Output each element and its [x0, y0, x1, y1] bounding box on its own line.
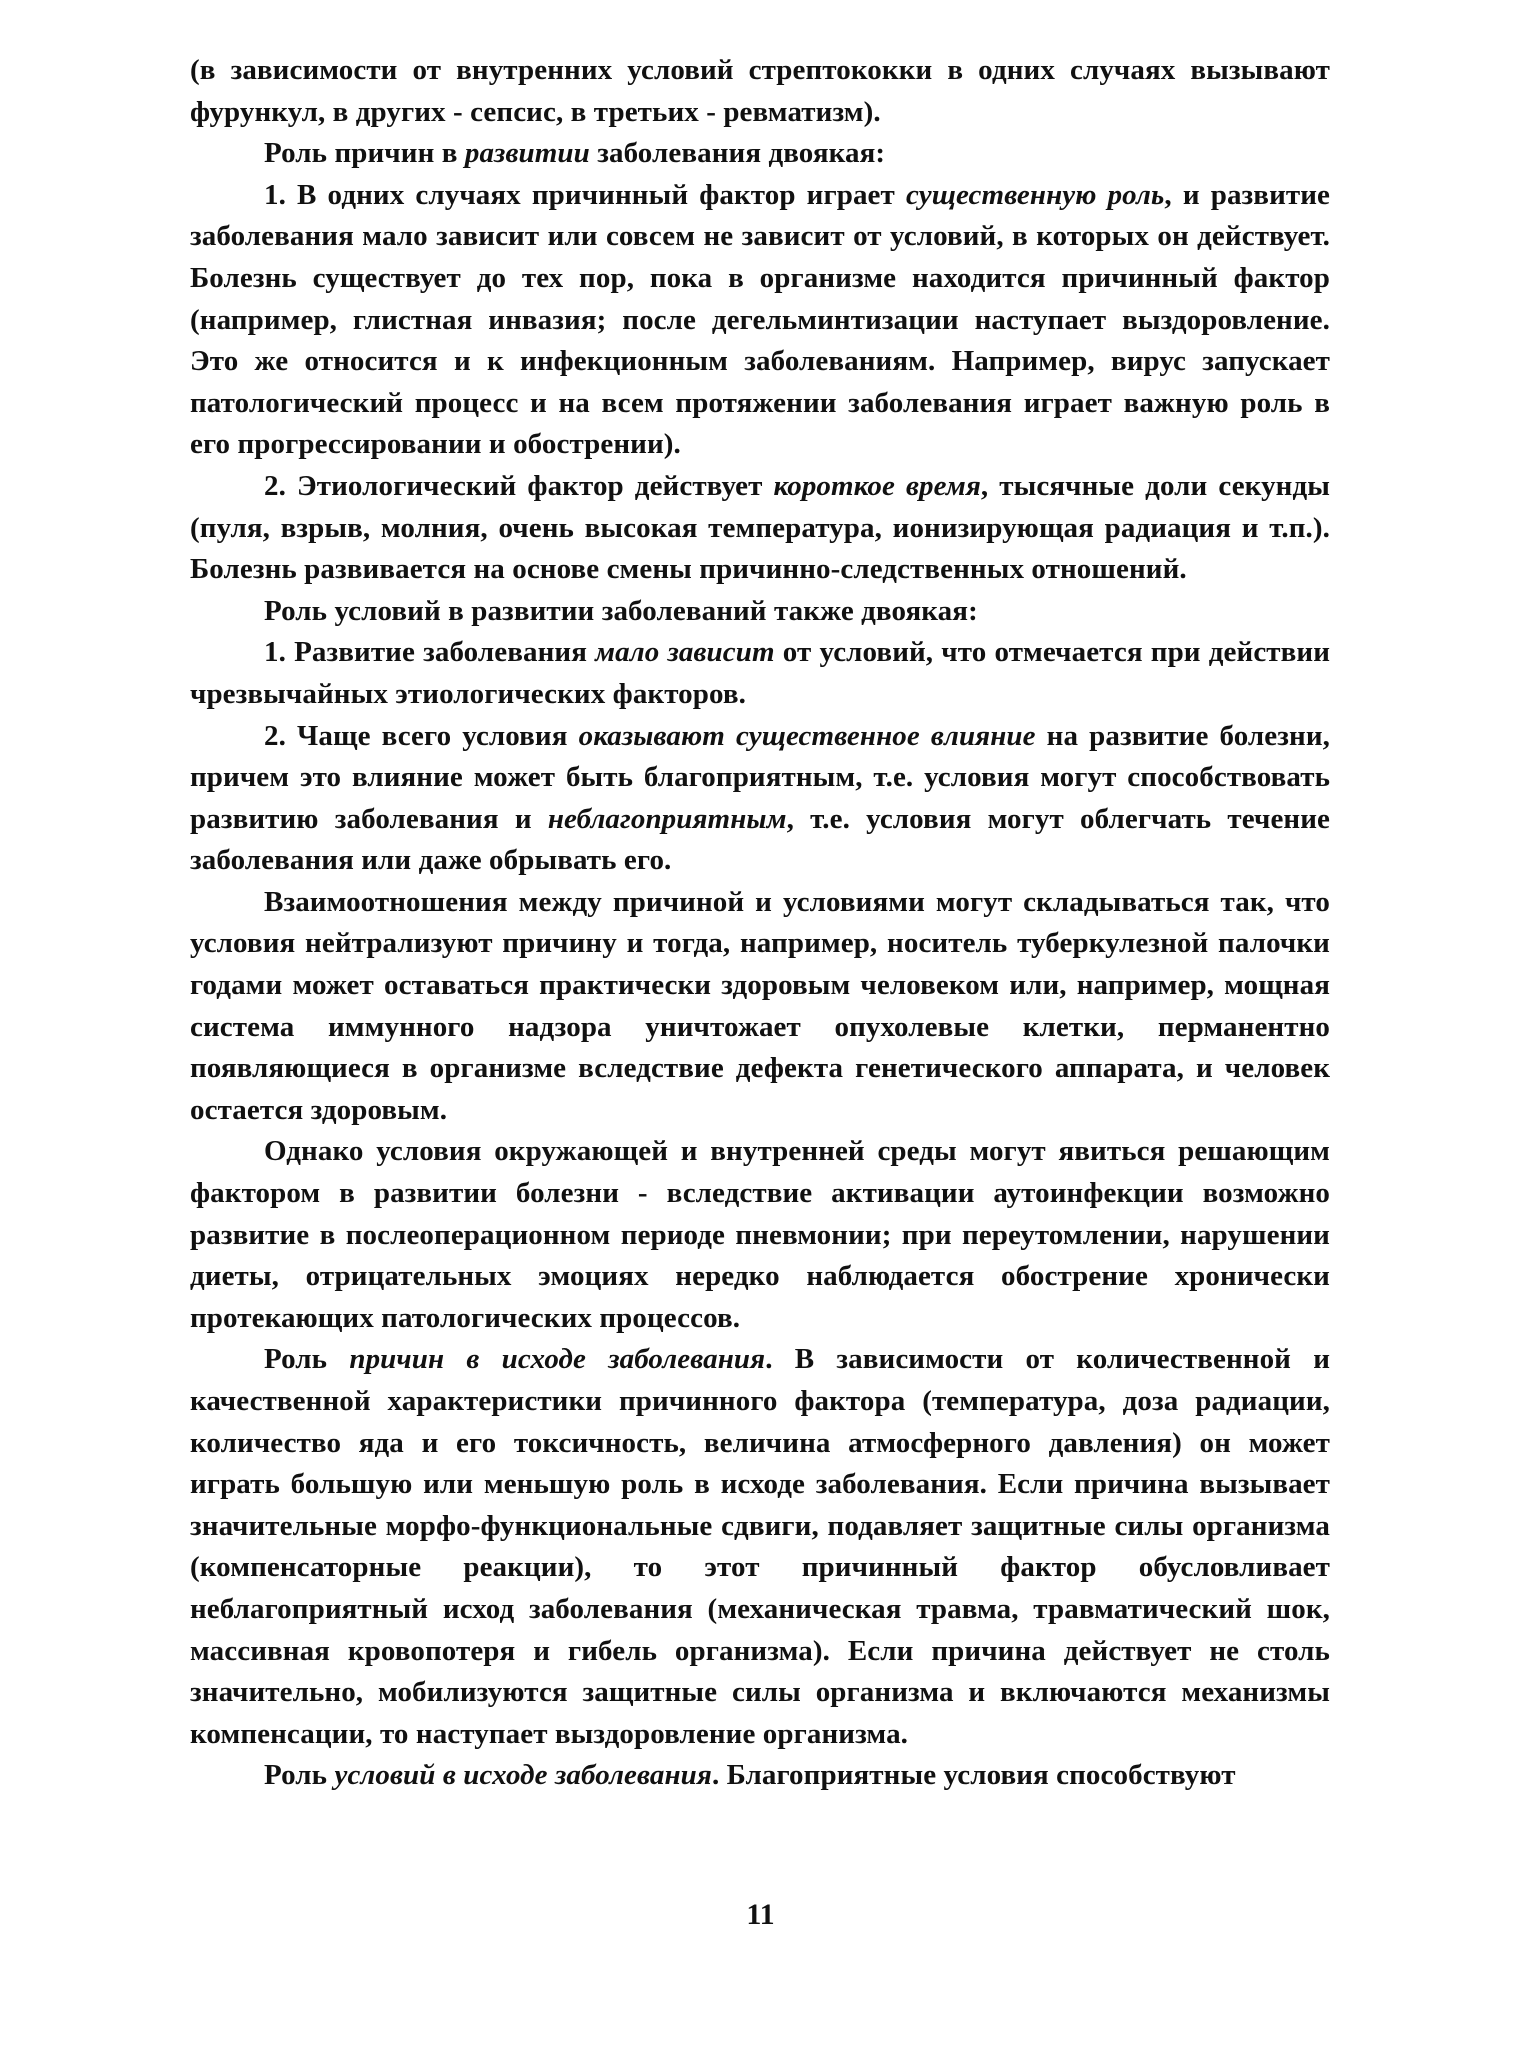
page-number: 11: [746, 1898, 775, 1931]
paragraph: [190, 50, 1330, 133]
text-run: (в зависимости от внутренних условий стрептококки в одних случаях вызывают фурункул, в других - сепсис, в третьих - ревматизм).: [190, 54, 1330, 128]
paragraph: [190, 882, 1330, 1132]
text-run: , и развитие заболевания мало зависит или совсем не зависит от условий, в которых он действует. Болезнь существует до тех пор, пока в организме находится причинный фактор (например, глистная инвазия; после дегельминтизации наступает выздоровление. Это же относится и к инфекционным заболеваниям. Например, вирус запускает патологический процесс и на всем протяжении заболевания играет важную роль в его прогрессировании и обострении).: [190, 178, 1331, 461]
paragraph: [190, 1131, 1330, 1339]
paragraph: [190, 175, 1330, 466]
emphasis-text: мало зависит: [595, 636, 775, 669]
text-run: 2. Этиологический фактор действует: [264, 469, 774, 502]
text-run: , т.е. условия могут облегчать течение заболевания или даже обрывать его.: [190, 802, 1331, 877]
text-run: заболевания двоякая:: [589, 137, 886, 170]
paragraph: [190, 1339, 1330, 1755]
paragraph: [190, 133, 1330, 175]
text-run: . В зависимости от количественной и качественной характеристики причинного фактора (температура, доза радиации, количество яда и его токсичность, величина атмосферного давления) он может играть большую или меньшую роль в исходе заболевания. Если причина вызывает значительные морфо-функциональные сдвиги, подавляет защитные силы организма (компенсаторные реакции), то этот причинный фактор обусловливает неблагоприятный исход заболевания (механическая травма, травматический шок, массивная кровопотеря и гибель организма). Если причина действует не столь значительно, мобилизуются защитные силы организма и включаются механизмы компенсации, то наступает выздоровление организма.: [190, 1343, 1331, 1750]
emphasis-text: причин в исходе заболевания: [349, 1343, 766, 1376]
text-run: Роль условий в развитии заболеваний также двоякая:: [264, 594, 978, 627]
emphasis-text: оказывают существенное влияние: [578, 719, 1036, 752]
text-run: от условий, что отмечается при действии чрезвычайных этиологических факторов.: [190, 636, 1331, 710]
text-run: Роль: [264, 1759, 335, 1792]
text-run: Однако условия окружающей и внутренней среды могут явиться решающим фактором в развитии болезни - вследствие активации аутоинфекции возможно развитие в послеоперационном периоде пневмонии; при переутомлении, нарушении диеты, отрицательных эмоциях нередко наблюдается обострение хронически протекающих патологических процессов.: [190, 1135, 1330, 1334]
text-run: на развитие болезни, причем это влияние может быть благоприятным, т.е. условия могут способствовать развитию заболевания и: [190, 719, 1330, 835]
page-body: [190, 50, 1330, 1797]
text-run: 2. Чаще всего условия: [264, 719, 579, 752]
emphasis-text: короткое время: [773, 469, 981, 502]
paragraph: [190, 591, 1330, 633]
text-run: Роль: [264, 1343, 350, 1376]
paragraph: [190, 632, 1330, 715]
text-run: . Благоприятные условия способствуют: [711, 1759, 1236, 1792]
emphasis-text: условий в исходе заболевания: [334, 1759, 712, 1792]
text-run: 1. Развитие заболевания: [264, 636, 596, 669]
text-run: , тысячные доли секунды (пуля, взрыв, молния, очень высокая температура, ионизирующая радиация и т.п.). Болезнь развивается на основе смены причинно-следственных отношений.: [190, 469, 1330, 586]
emphasis-text: существенную роль: [905, 178, 1165, 211]
paragraph: [190, 466, 1330, 591]
emphasis-text: неблагоприятным: [547, 802, 787, 835]
text-run: Роль причин в: [264, 137, 465, 170]
paragraph: [190, 1755, 1330, 1797]
text-run: Взаимоотношения между причиной и условиями могут складываться так, что условия нейтрализуют причину и тогда, например, носитель туберкулезной палочки годами может оставаться практически здоровым человеком или, например, мощная система иммунного надзора уничтожает опухолевые клетки, перманентно появляющиеся в организме вследствие дефекта генетического аппарата, и человек остается здоровым.: [190, 885, 1330, 1126]
text-run: 1. В одних случаях причинный фактор играет: [264, 178, 906, 211]
emphasis-text: развитии: [464, 137, 590, 170]
paragraph: [190, 716, 1330, 882]
